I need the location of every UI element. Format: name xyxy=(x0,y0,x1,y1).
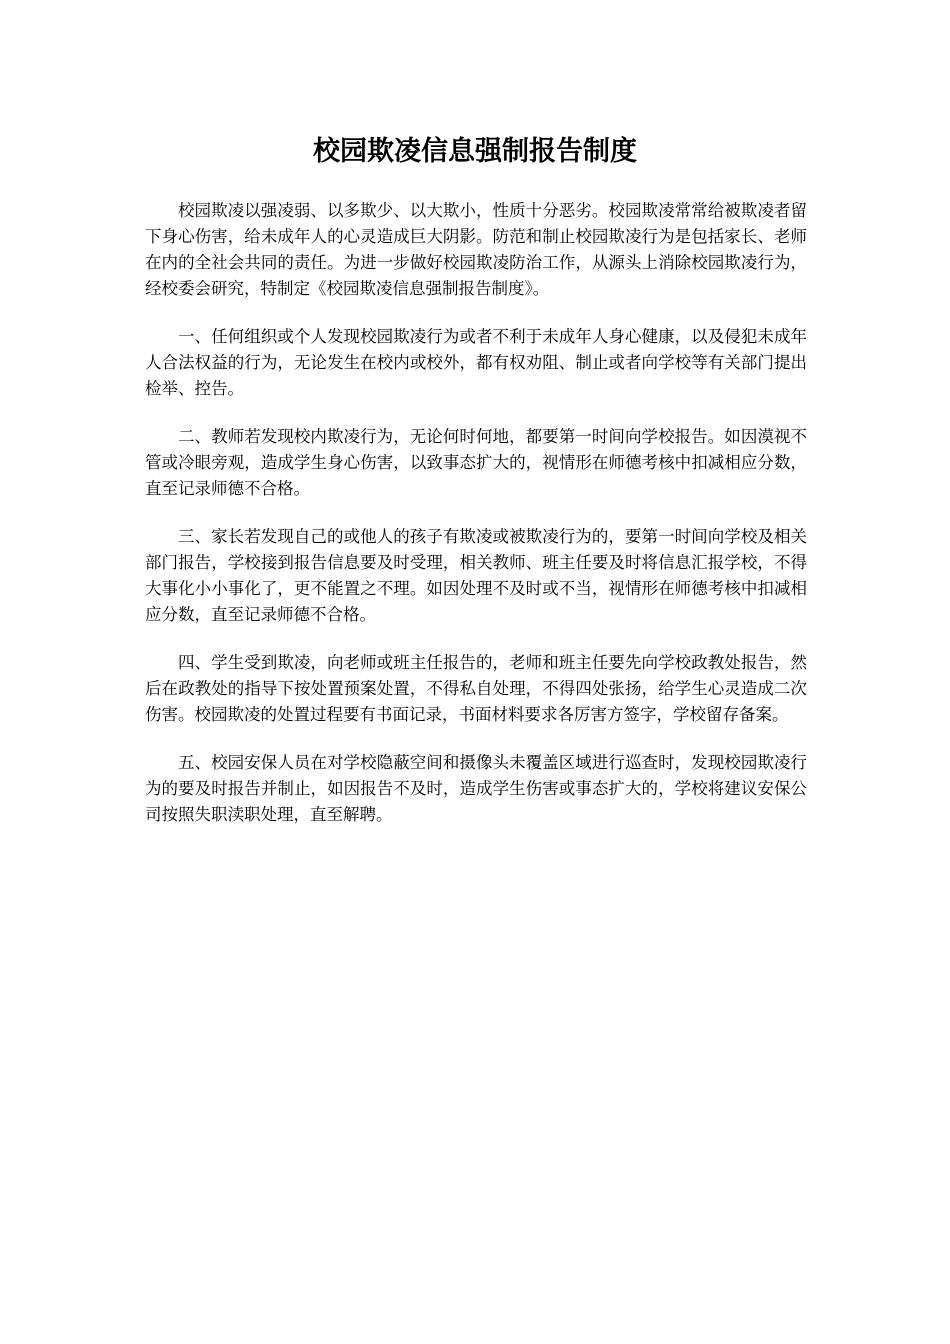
clause-4-paragraph: 四、学生受到欺凌，向老师或班主任报告的，老师和班主任要先向学校政教处报告，然后在政教处的指导下按处置预案处置，不得私自处理，不得四处张扬，给学生心灵造成二次伤害。校园欺凌的处置过程要有书面记录，书面材料要求各厉害方签字，学校留存备案。 xyxy=(145,653,807,724)
clause-1-paragraph: 一、任何组织或个人发现校园欺凌行为或者不利于未成年人身心健康，以及侵犯未成年人合法权益的行为，无论发生在校内或校外，都有权劝阻、制止或者向学校等有关部门提出检举、控告。 xyxy=(145,327,807,398)
document-body xyxy=(145,198,807,850)
clause-5-paragraph: 五、校园安保人员在对学校隐蔽空间和摄像头未覆盖区域进行巡查时，发现校园欺凌行为的要及时报告并制止，如因报告不及时，造成学生伤害或事态扩大的，学校将建议安保公司按照失职渎职处理，直至解聘。 xyxy=(145,753,807,824)
clause-2-paragraph: 二、教师若发现校内欺凌行为，无论何时何地，都要第一时间向学校报告。如因漠视不管或冷眼旁观，造成学生身心伤害，以致事态扩大的，视情形在师德考核中扣减相应分数，直至记录师德不合格。 xyxy=(145,427,807,498)
intro-paragraph: 校园欺凌以强凌弱、以多欺少、以大欺小，性质十分恶劣。校园欺凌常常给被欺凌者留下身心伤害，给未成年人的心灵造成巨大阴影。防范和制止校园欺凌行为是包括家长、老师在内的全社会共同的责任。为进一步做好校园欺凌防治工作，从源头上消除校园欺凌行为，经校委会研究，特制定《校园欺凌信息强制报告制度》。 xyxy=(145,201,807,298)
document-title: 校园欺凌信息强制报告制度 xyxy=(313,136,637,167)
clause-3-paragraph: 三、家长若发现自己的或他人的孩子有欺凌或被欺凌行为的，要第一时间向学校及相关部门报告，学校接到报告信息要及时受理，相关教师、班主任要及时将信息汇报学校，不得大事化小小事化了，更不能置之不理。如因处理不及时或不当，视情形在师德考核中扣减相应分数，直至记录师德不合格。 xyxy=(145,527,807,624)
